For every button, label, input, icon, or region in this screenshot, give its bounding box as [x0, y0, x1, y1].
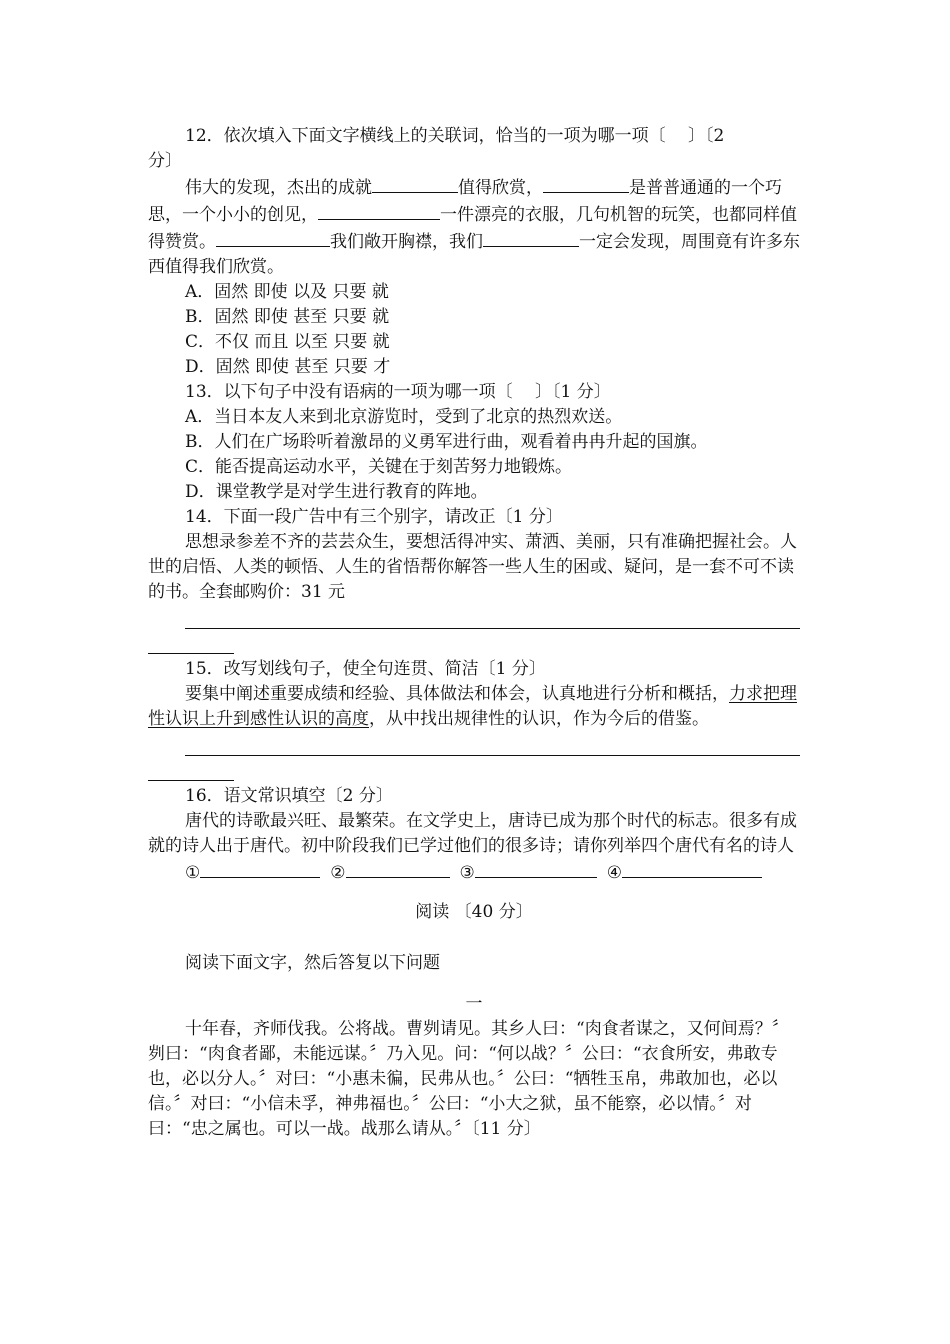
q12-passage-text-c: 是普普通通的一个巧思，一个小小的创见，	[148, 178, 782, 225]
q16-passage: 唐代的诗歌最兴旺、最繁荣。在文学史上，唐诗已成为那个时代的标志。很多有成就的诗人出于唐代。初中阶段我们已学过他们的很多诗；请你列举四个唐代有名的诗人	[148, 811, 797, 856]
q12-passage-text-a: 伟大的发现，杰出的成就	[185, 178, 372, 198]
q16-mark-3: ③	[459, 863, 475, 883]
question-13	[148, 380, 800, 505]
q12-passage-text-e: 我们敞开胸襟，我们	[330, 232, 483, 252]
q16-blank-3[interactable]	[475, 859, 597, 878]
q12-passage	[148, 174, 800, 280]
q14-stem: 14．下面一段广告中有三个别字，请改正〔1 分〕	[185, 507, 563, 527]
q12-passage-text-d: 一件漂亮的衣服，几句机智的玩笑，也都同样值得赞赏。	[148, 205, 797, 252]
q12-blank-4[interactable]	[216, 228, 330, 247]
q12-stem-line1: 12．依次填入下面文字横线上的关联词，恰当的一项为哪一项〔 〕〔2	[185, 126, 725, 146]
q16-mark-4: ④	[606, 863, 622, 883]
q15-underlined-sentence: 力求把理性认识上升到感性认识的高度	[148, 684, 797, 729]
q12-blank-3[interactable]	[318, 201, 440, 220]
q14-passage: 思想录参差不齐的芸芸众生，要想活得冲实、萧洒、美丽，只有准确把握社会。人世的启悟、人类的顿悟、人生的省悟帮你解答一些人生的困或、疑问，是一套不可不读的书。全套邮购价：31 元	[148, 532, 797, 602]
q12-passage-text-f: 一定会发现，周围竟有许多东西值得我们欣赏。	[148, 232, 800, 277]
q16-blank-2[interactable]	[346, 859, 450, 878]
q12-option-b: B．固然 即使 甚至 只要 就	[185, 307, 390, 327]
question-14	[148, 505, 800, 655]
q14-answer-line-1	[185, 628, 800, 629]
q13-option-d: D．课堂教学是对学生进行教育的阵地。	[185, 482, 488, 502]
q15-answer-line[interactable]	[148, 732, 800, 782]
q12-blank-2[interactable]	[543, 174, 629, 193]
q15-stem: 15．改写划线句子，使全句连贯、简洁〔1 分〕	[185, 659, 546, 679]
q12-option-a: A．固然 即使 以及 只要 就	[185, 282, 389, 302]
question-16	[148, 784, 800, 886]
question-12	[148, 124, 800, 380]
q12-passage-text-b: 值得欣赏，	[458, 178, 543, 198]
q12-option-c: C．不仅 而且 以至 只要 就	[185, 332, 390, 352]
q16-fill-row	[148, 859, 800, 886]
q15-passage	[148, 682, 800, 732]
q12-option-d: D．固然 即使 甚至 只要 才	[185, 357, 391, 377]
q14-answer-line-2	[148, 653, 234, 654]
q15-passage-after: ，从中找出规律性的认识，作为今后的借鉴。	[369, 709, 709, 729]
document-page	[148, 124, 800, 1142]
reading-section	[148, 900, 800, 1142]
q13-option-a: A．当日本友人来到北京游览时，受到了北京的热烈欢送。	[185, 407, 623, 427]
q16-stem: 16．语文常识填空〔2 分〕	[185, 786, 393, 806]
question-15	[148, 657, 800, 782]
q16-mark-2: ②	[330, 863, 346, 883]
q16-blank-4[interactable]	[622, 859, 762, 878]
q16-mark-1: ①	[185, 863, 201, 883]
reading-section-title: 阅读 〔40 分〕	[415, 902, 533, 922]
q12-stem-line2: 分〕	[148, 151, 182, 171]
q16-blank-1[interactable]	[200, 859, 320, 878]
reading-part-number: 一	[465, 994, 483, 1014]
q13-option-c: C．能否提高运动水平，关键在于刻苦努力地锻炼。	[185, 457, 573, 477]
q12-blank-1[interactable]	[372, 174, 458, 193]
q15-answer-line-2	[148, 780, 234, 781]
q15-passage-before: 要集中阐述重要成绩和经验、具体做法和体会，认真地进行分析和概括，	[185, 684, 729, 704]
q14-answer-line[interactable]	[148, 605, 800, 655]
reading-passage: 十年春，齐师伐我。公将战。曹刿请见。其乡人曰：“肉食者谋之，又何间焉？〞刿曰：“肉食者鄙，未能远谋。〞乃入见。问：“何以战？〞公曰：“衣食所安，弗敢专也，必以分人。〞对曰：“小惠未徧，民弗从也。〞公曰：“牺牲玉帛，弗敢加也，必以信。〞对曰：“小信未孚，神弗福也。〞公曰：“小大之狱，虽不能察，必以情。〞对曰：“忠之属也。可以一战。战那么请从。〞〔11 分〕	[148, 1019, 789, 1139]
q13-option-b: B．人们在广场聆听着激昂的义勇军进行曲，观看着冉冉升起的国旗。	[185, 432, 708, 452]
q13-stem: 13．以下句子中没有语病的一项为哪一项〔 〕〔1 分〕	[185, 382, 611, 402]
q12-blank-5[interactable]	[483, 228, 579, 247]
q15-answer-line-1	[185, 755, 800, 756]
reading-instruction: 阅读下面文字，然后答复以下问题	[185, 953, 440, 973]
